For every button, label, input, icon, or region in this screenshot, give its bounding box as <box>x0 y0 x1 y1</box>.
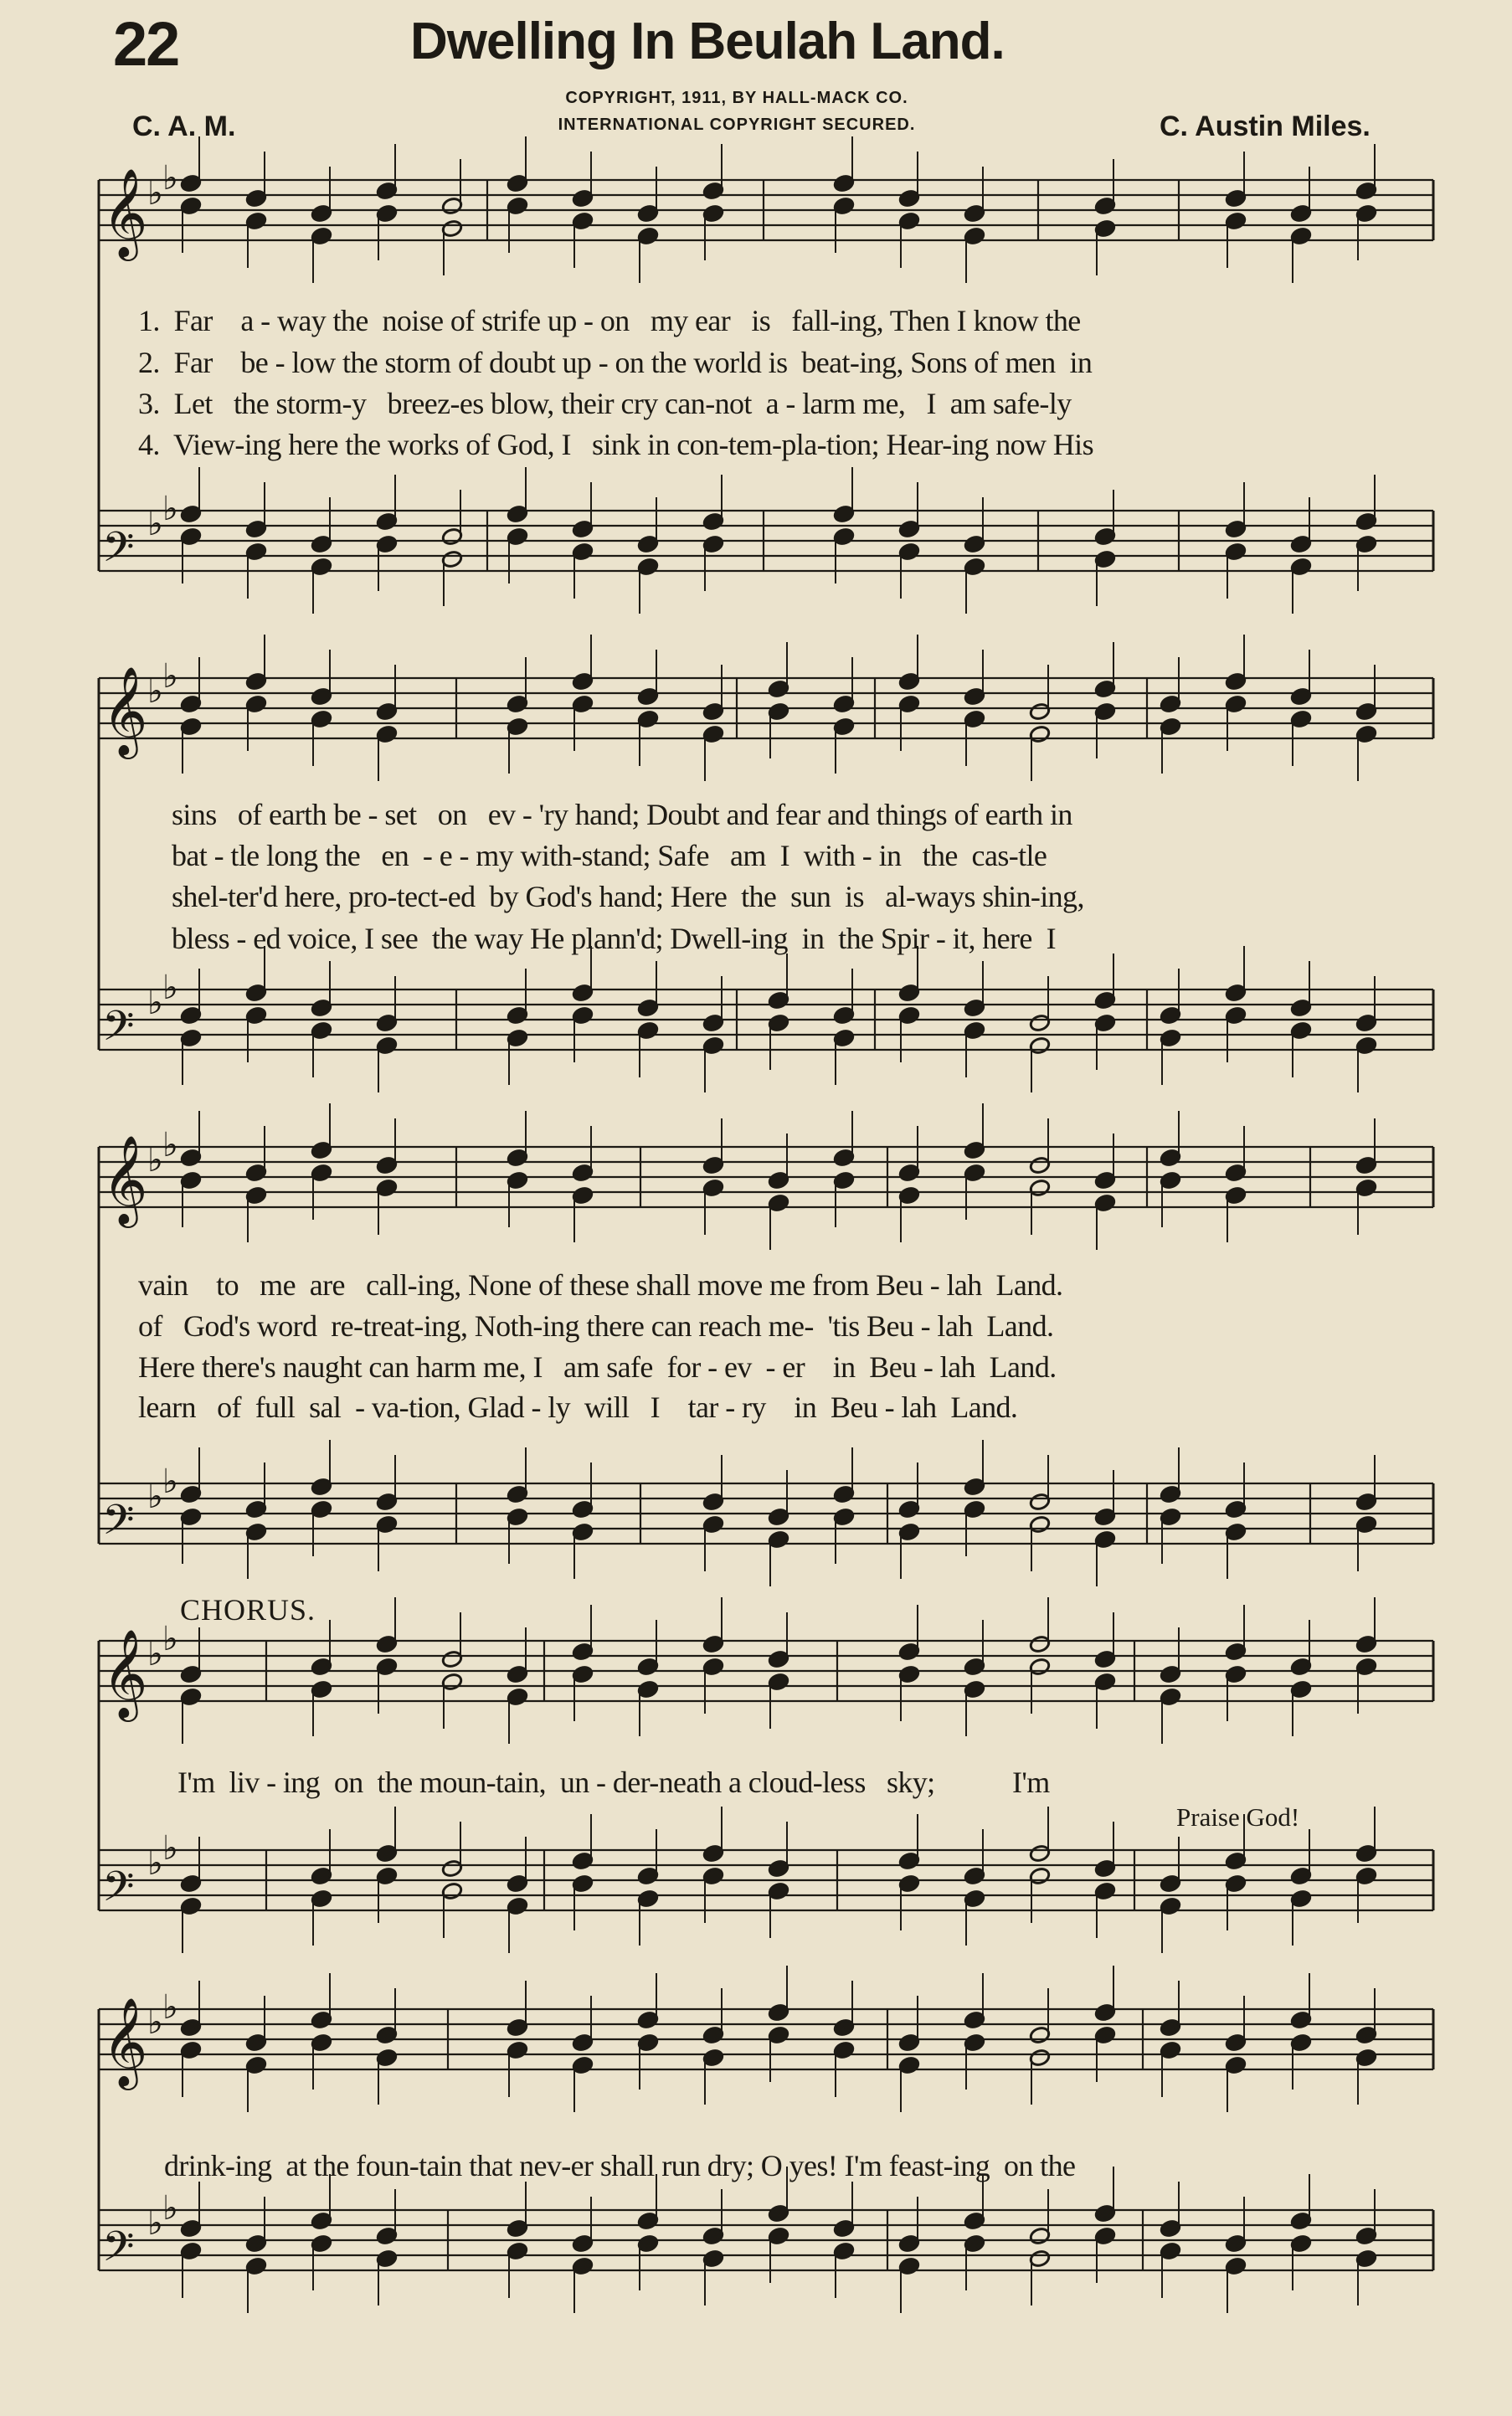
bass-clef-icon: 𝄢 <box>102 2223 135 2281</box>
treble-clef-icon: 𝄞 <box>102 1997 148 2086</box>
lyric-verse-4: learn of full sal - va-tion, Glad - ly will I tar - ry in Beu - lah Land. <box>138 1390 1018 1424</box>
lyric-verse-3: shel-ter'd here, pro-tect-ed by God's hand; Here the sun is al-ways shin-ing, <box>172 880 1084 913</box>
lyricist-credit: C. A. M. <box>132 111 236 142</box>
lyric-verse-1: sins of earth be - set on ev - 'ry hand; Doubt and fear and things of earth in <box>172 798 1072 831</box>
lyric-verse-1: 1. Far a - way the noise of strife up - on my ear is fall-ing, Then I know the <box>138 304 1081 337</box>
flat-icon: ♭ <box>162 158 178 198</box>
lyric-verse-4: 4. View-ing here the works of God, I sink in con-tem-pla-tion; Hear-ing now His <box>138 428 1093 461</box>
treble-clef-icon: 𝄞 <box>102 1628 148 1718</box>
lyric-verse-2: of God's word re-treat-ing, Noth-ing there can reach me- 'tis Beu - lah Land. <box>138 1309 1054 1343</box>
lyric-verse-4: bless - ed voice, I see the way He plann'd; Dwell-ing in the Spir - it, here I <box>172 922 1056 955</box>
praise-god-aside: Praise God! <box>1176 1802 1300 1832</box>
copyright-line: COPYRIGHT, 1911, BY HALL-MACK CO. <box>565 89 908 107</box>
flat-icon: ♭ <box>162 1125 178 1164</box>
lyric-verse-2: bat - tle long the en - e - my with-stand; Safe am I with - in the cas-tle <box>172 839 1047 872</box>
copyright-notice: INTERNATIONAL COPYRIGHT SECURED. <box>558 116 916 134</box>
flat-icon: ♭ <box>162 968 178 1007</box>
lyric-verse-2: 2. Far be - low the storm of doubt up - on the world is beat-ing, Sons of men in <box>138 346 1093 379</box>
lyric-chorus-continued: drink-ing at the foun-tain that nev-er shall run dry; O yes! I'm feast-ing on the <box>164 2149 1076 2182</box>
flat-icon: ♭ <box>147 2203 163 2243</box>
flat-icon: ♭ <box>147 1477 163 1516</box>
flat-icon: ♭ <box>162 2188 178 2228</box>
bass-clef-icon: 𝄢 <box>102 523 135 582</box>
flat-icon: ♭ <box>147 173 163 213</box>
hymn-number: 22 <box>113 9 179 79</box>
bass-clef-icon: 𝄢 <box>102 1496 135 1555</box>
flat-icon: ♭ <box>147 671 163 711</box>
flat-icon: ♭ <box>162 656 178 696</box>
flat-icon: ♭ <box>162 1828 178 1868</box>
bass-clef-icon: 𝄢 <box>102 1002 135 1061</box>
chorus-label: CHORUS. <box>180 1593 316 1627</box>
lyric-verse-3: Here there's naught can harm me, I am safe for - ev - er in Beu - lah Land. <box>138 1350 1057 1384</box>
composer-credit: C. Austin Miles. <box>1160 111 1371 142</box>
flat-icon: ♭ <box>147 1634 163 1673</box>
flat-icon: ♭ <box>162 1619 178 1658</box>
lyric-verse-3: 3. Let the storm-y breez-es blow, their cry can-not a - larm me, I am safe-ly <box>138 387 1072 420</box>
flat-icon: ♭ <box>147 1843 163 1883</box>
treble-clef-icon: 𝄞 <box>102 666 148 755</box>
lyric-chorus: I'm liv - ing on the moun-tain, un - der-neath a cloud-less sky; I'm <box>177 1766 1050 1799</box>
flat-icon: ♭ <box>162 1987 178 2027</box>
hymn-title: Dwelling In Beulah Land. <box>410 13 1005 70</box>
flat-icon: ♭ <box>147 1140 163 1180</box>
bass-clef-icon: 𝄢 <box>102 1863 135 1921</box>
lyric-verse-1: vain to me are call-ing, None of these shall move me from Beu - lah Land. <box>138 1268 1063 1302</box>
flat-icon: ♭ <box>162 1462 178 1501</box>
flat-icon: ♭ <box>147 504 163 543</box>
treble-clef-icon: 𝄞 <box>102 167 148 257</box>
treble-clef-icon: 𝄞 <box>102 1134 148 1224</box>
flat-icon: ♭ <box>147 2002 163 2042</box>
flat-icon: ♭ <box>162 489 178 528</box>
flat-icon: ♭ <box>147 983 163 1022</box>
